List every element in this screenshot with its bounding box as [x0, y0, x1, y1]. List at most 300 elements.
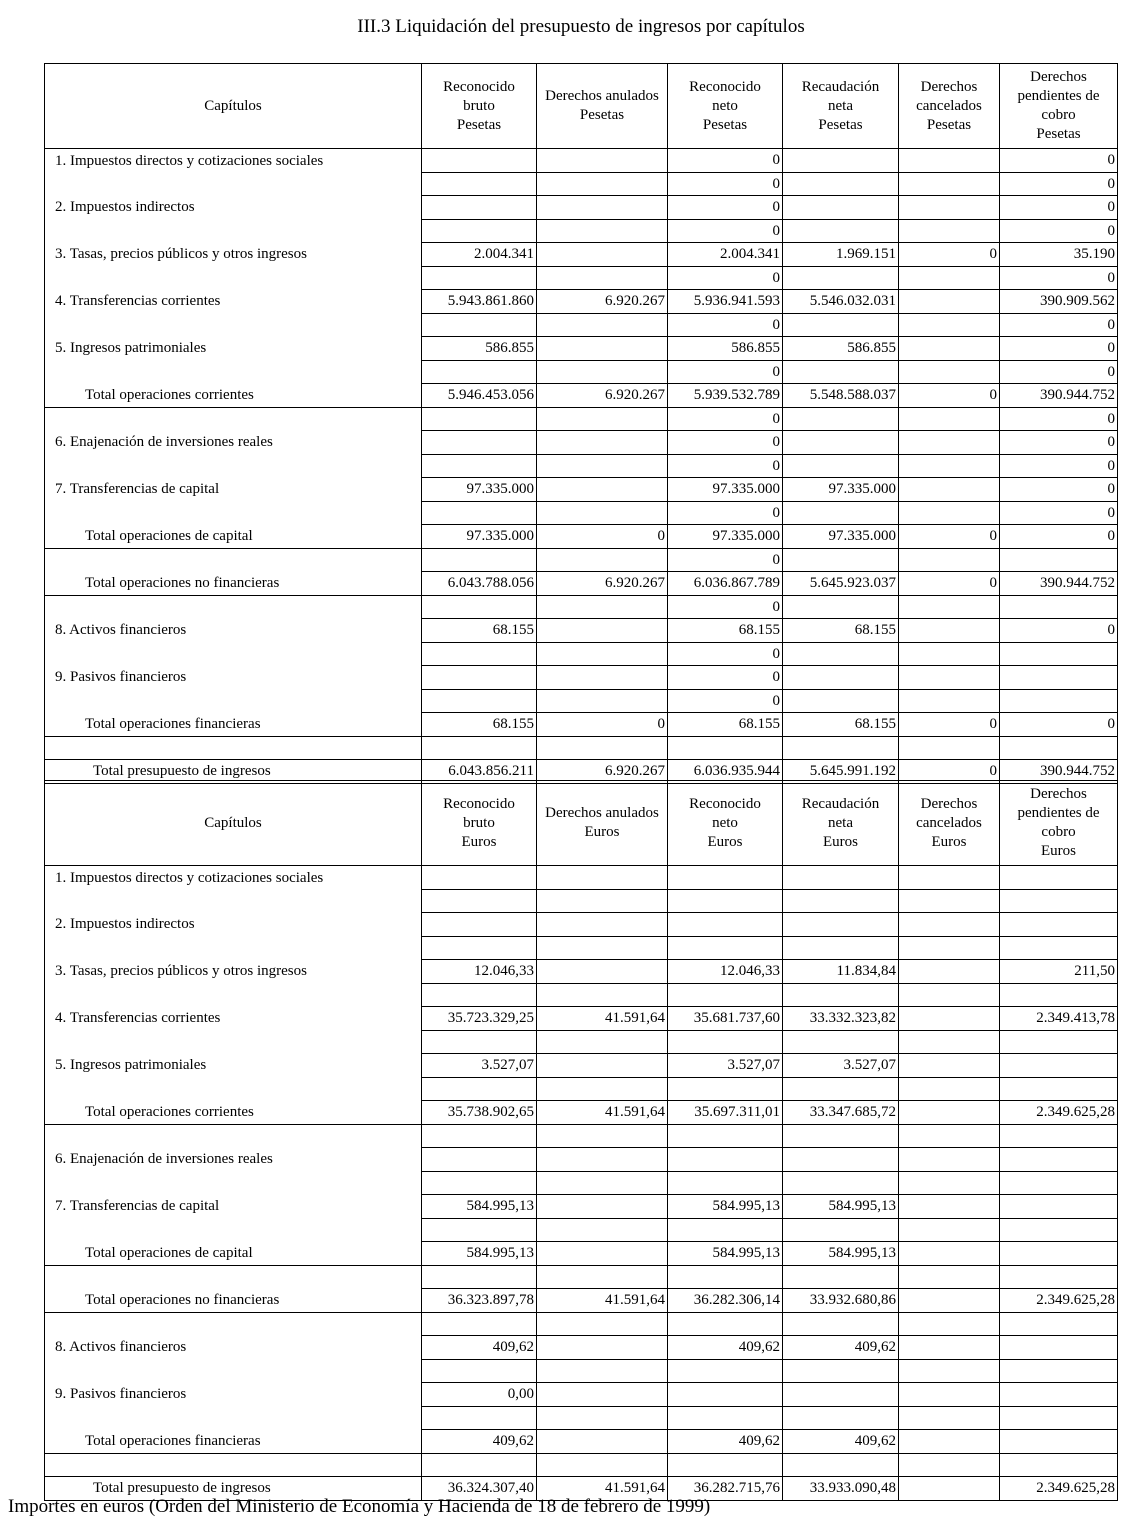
table-row	[45, 243, 1118, 267]
cell-value	[899, 1289, 1000, 1313]
cell-value	[537, 1030, 668, 1054]
cell-value	[422, 1359, 537, 1383]
cell-value: 2.349.625,28	[1000, 1289, 1118, 1313]
cell-value	[537, 1265, 668, 1289]
cell-value	[899, 337, 1000, 361]
cell-value: 0	[1000, 407, 1118, 431]
column-header: Derechos pendientes de cobro Euros	[1000, 781, 1118, 866]
cell-value	[899, 1007, 1000, 1031]
cell-value	[899, 1336, 1000, 1360]
cell-value	[783, 736, 899, 760]
table-row	[45, 1101, 1118, 1125]
row-label	[45, 1124, 422, 1148]
cell-value: 409,62	[783, 1336, 899, 1360]
table-row	[45, 889, 1118, 913]
row-label: 5. Ingresos patrimoniales	[45, 337, 422, 361]
table-row	[45, 1148, 1118, 1172]
cell-value	[783, 866, 899, 890]
cell-value	[1000, 1124, 1118, 1148]
table-row	[45, 960, 1118, 984]
column-header: Reconocido bruto Pesetas	[422, 64, 537, 149]
cell-value	[422, 1171, 537, 1195]
cell-value	[899, 1265, 1000, 1289]
cell-value	[668, 1359, 783, 1383]
cell-value: 390.909.562	[1000, 290, 1118, 314]
table-row	[45, 1430, 1118, 1454]
cell-value	[1000, 1383, 1118, 1407]
table-row	[45, 1124, 1118, 1148]
cell-value: 36.282.306,14	[668, 1289, 783, 1313]
row-label	[45, 1171, 422, 1195]
row-label	[45, 642, 422, 666]
cell-value: 211,50	[1000, 960, 1118, 984]
cell-value	[899, 889, 1000, 913]
cell-value	[899, 1054, 1000, 1078]
cell-value: 68.155	[783, 619, 899, 643]
cell-value: 0	[1000, 525, 1118, 549]
cell-value	[899, 960, 1000, 984]
table-row	[45, 1383, 1118, 1407]
cell-value	[537, 266, 668, 290]
cell-value: 68.155	[422, 713, 537, 737]
cell-value	[668, 1218, 783, 1242]
cell-value: 0	[668, 454, 783, 478]
row-label	[45, 689, 422, 713]
cell-value	[422, 196, 537, 220]
table-row	[45, 572, 1118, 596]
cell-value	[783, 936, 899, 960]
cell-value	[899, 1077, 1000, 1101]
cell-value: 41.591,64	[537, 1289, 668, 1313]
cell-value	[422, 1406, 537, 1430]
cell-value	[537, 1430, 668, 1454]
cell-value	[537, 478, 668, 502]
cell-value	[537, 172, 668, 196]
cell-value: 3.527,07	[422, 1054, 537, 1078]
cell-value	[537, 337, 668, 361]
table-row	[45, 713, 1118, 737]
row-label	[45, 407, 422, 431]
cell-value: 3.527,07	[783, 1054, 899, 1078]
cell-value	[537, 149, 668, 173]
cell-value: 0	[1000, 619, 1118, 643]
cell-value	[537, 196, 668, 220]
row-label: 8. Activos financieros	[45, 1336, 422, 1360]
cell-value: 35.681.737,60	[668, 1007, 783, 1031]
cell-value: 36.323.897,78	[422, 1289, 537, 1313]
cell-value	[783, 913, 899, 937]
cell-value	[899, 1406, 1000, 1430]
table-row	[45, 913, 1118, 937]
cell-value: 36.282.715,76	[668, 1477, 783, 1501]
cell-value: 12.046,33	[422, 960, 537, 984]
row-label: 9. Pasivos financieros	[45, 666, 422, 690]
row-label	[45, 936, 422, 960]
cell-value	[899, 1453, 1000, 1477]
cell-value: 36.324.307,40	[422, 1477, 537, 1501]
row-label: 1. Impuestos directos y cotizaciones sociales	[45, 149, 422, 173]
cell-value	[899, 196, 1000, 220]
row-label	[45, 1030, 422, 1054]
cell-value: 35.738.902,65	[422, 1101, 537, 1125]
cell-value	[1000, 983, 1118, 1007]
cell-value	[668, 913, 783, 937]
cell-value: 0	[668, 666, 783, 690]
cell-value: 2.349.413,78	[1000, 1007, 1118, 1031]
cell-value: 35.723.329,25	[422, 1007, 537, 1031]
row-label: 6. Enajenación de inversiones reales	[45, 1148, 422, 1172]
cell-value	[899, 866, 1000, 890]
cell-value: 6.920.267	[537, 572, 668, 596]
cell-value: 6.920.267	[537, 290, 668, 314]
table-row	[45, 1265, 1118, 1289]
cell-value: 0	[1000, 713, 1118, 737]
table-row	[45, 149, 1118, 173]
cell-value	[422, 1148, 537, 1172]
cell-value: 5.645.991.192	[783, 760, 899, 784]
cell-value	[422, 642, 537, 666]
cell-value: 584.995,13	[422, 1242, 537, 1266]
cell-value	[899, 619, 1000, 643]
cell-value: 584.995,13	[783, 1242, 899, 1266]
cell-value	[537, 913, 668, 937]
cell-value: 41.591,64	[537, 1101, 668, 1125]
table-row	[45, 501, 1118, 525]
table-row	[45, 1030, 1118, 1054]
cell-value: 586.855	[783, 337, 899, 361]
cell-value	[783, 219, 899, 243]
cell-value	[899, 454, 1000, 478]
cell-value: 6.036.867.789	[668, 572, 783, 596]
cell-value: 5.936.941.593	[668, 290, 783, 314]
cell-value	[422, 172, 537, 196]
cell-value: 0	[668, 219, 783, 243]
cell-value	[422, 666, 537, 690]
cell-value	[783, 149, 899, 173]
row-label	[45, 548, 422, 572]
cell-value: 584.995,13	[668, 1195, 783, 1219]
cell-value: 409,62	[668, 1336, 783, 1360]
cell-value: 5.645.923.037	[783, 572, 899, 596]
cell-value	[668, 1148, 783, 1172]
row-label: 3. Tasas, precios públicos y otros ingresos	[45, 243, 422, 267]
row-label: Total operaciones no financieras	[45, 1289, 422, 1313]
row-label: Total presupuesto de ingresos	[45, 1477, 422, 1501]
cell-value	[783, 889, 899, 913]
cell-value	[1000, 1242, 1118, 1266]
cell-value: 6.920.267	[537, 384, 668, 408]
cell-value	[783, 1148, 899, 1172]
cell-value	[899, 595, 1000, 619]
cell-value	[899, 219, 1000, 243]
cell-value: 6.043.788.056	[422, 572, 537, 596]
cell-value: 586.855	[422, 337, 537, 361]
cell-value	[899, 642, 1000, 666]
cell-value	[668, 889, 783, 913]
row-label: Total operaciones financieras	[45, 1430, 422, 1454]
cell-value: 5.546.032.031	[783, 290, 899, 314]
cell-value	[537, 1195, 668, 1219]
cell-value	[899, 1124, 1000, 1148]
cell-value: 68.155	[422, 619, 537, 643]
cell-value: 0	[668, 431, 783, 455]
table-row	[45, 619, 1118, 643]
cell-value	[899, 913, 1000, 937]
cell-value	[899, 1477, 1000, 1501]
cell-value: 584.995,13	[422, 1195, 537, 1219]
cell-value	[668, 736, 783, 760]
cell-value	[422, 983, 537, 1007]
cell-value: 35.697.311,01	[668, 1101, 783, 1125]
cell-value	[422, 913, 537, 937]
cell-value	[1000, 548, 1118, 572]
row-label: Total operaciones de capital	[45, 1242, 422, 1266]
cell-value	[537, 689, 668, 713]
table-row	[45, 983, 1118, 1007]
cell-value	[1000, 1406, 1118, 1430]
row-label	[45, 1312, 422, 1336]
table-row	[45, 1054, 1118, 1078]
row-label	[45, 172, 422, 196]
row-label: 7. Transferencias de capital	[45, 478, 422, 502]
row-label: 7. Transferencias de capital	[45, 1195, 422, 1219]
cell-value	[537, 243, 668, 267]
cell-value: 0	[899, 713, 1000, 737]
cell-value: 0	[1000, 337, 1118, 361]
cell-value	[422, 1077, 537, 1101]
cell-value	[783, 666, 899, 690]
budget-table-pesetas	[44, 63, 1118, 784]
column-header: Recaudación neta Euros	[783, 781, 899, 866]
cell-value	[899, 1101, 1000, 1125]
cell-value	[422, 313, 537, 337]
cell-value	[783, 431, 899, 455]
cell-value	[668, 1265, 783, 1289]
cell-value	[783, 689, 899, 713]
cell-value: 584.995,13	[668, 1242, 783, 1266]
table-header-row	[45, 64, 1118, 149]
cell-value	[899, 1242, 1000, 1266]
cell-value	[1000, 689, 1118, 713]
cell-value: 0	[668, 642, 783, 666]
row-label: Total operaciones corrientes	[45, 1101, 422, 1125]
cell-value	[422, 149, 537, 173]
column-header: Reconocido neto Pesetas	[668, 64, 783, 149]
cell-value	[422, 1218, 537, 1242]
row-label: 9. Pasivos financieros	[45, 1383, 422, 1407]
cell-value: 0	[899, 760, 1000, 784]
cell-value: 6.920.267	[537, 760, 668, 784]
row-label: 2. Impuestos indirectos	[45, 196, 422, 220]
table-row	[45, 1195, 1118, 1219]
cell-value	[783, 642, 899, 666]
cell-value	[899, 936, 1000, 960]
cell-value	[783, 1312, 899, 1336]
cell-value: 0	[668, 313, 783, 337]
cell-value	[422, 548, 537, 572]
cell-value: 97.335.000	[668, 478, 783, 502]
cell-value: 390.944.752	[1000, 760, 1118, 784]
table-row	[45, 454, 1118, 478]
cell-value	[537, 1312, 668, 1336]
cell-value: 41.591,64	[537, 1007, 668, 1031]
table-row	[45, 360, 1118, 384]
cell-value	[783, 172, 899, 196]
cell-value	[422, 454, 537, 478]
row-label	[45, 595, 422, 619]
cell-value: 11.834,84	[783, 960, 899, 984]
cell-value	[422, 1453, 537, 1477]
cell-value	[783, 266, 899, 290]
footnote: Importes en euros (Orden del Ministerio de Economía y Hacienda de 18 de febrero de 1999)	[8, 1496, 711, 1517]
cell-value	[899, 548, 1000, 572]
row-label: Total operaciones financieras	[45, 713, 422, 737]
row-label: 6. Enajenación de inversiones reales	[45, 431, 422, 455]
row-label	[45, 1406, 422, 1430]
cell-value: 97.335.000	[422, 525, 537, 549]
table-row	[45, 1218, 1118, 1242]
row-label: 5. Ingresos patrimoniales	[45, 1054, 422, 1078]
table-row	[45, 1359, 1118, 1383]
cell-value	[422, 501, 537, 525]
cell-value: 68.155	[668, 619, 783, 643]
cell-value	[668, 1030, 783, 1054]
cell-value: 0	[899, 572, 1000, 596]
cell-value: 2.004.341	[422, 243, 537, 267]
row-label: Total presupuesto de ingresos	[45, 760, 422, 784]
cell-value	[899, 689, 1000, 713]
cell-value	[537, 431, 668, 455]
cell-value: 68.155	[668, 713, 783, 737]
cell-value: 5.946.453.056	[422, 384, 537, 408]
row-label	[45, 219, 422, 243]
row-label: Total operaciones corrientes	[45, 384, 422, 408]
cell-value: 0	[1000, 313, 1118, 337]
cell-value	[422, 1265, 537, 1289]
cell-value	[899, 407, 1000, 431]
page-title: III.3 Liquidación del presupuesto de ingresos por capítulos	[357, 16, 805, 37]
cell-value	[1000, 936, 1118, 960]
cell-value: 0	[668, 595, 783, 619]
cell-value	[537, 1406, 668, 1430]
table-row	[45, 1289, 1118, 1313]
cell-value	[899, 1312, 1000, 1336]
cell-value	[537, 889, 668, 913]
row-label	[45, 983, 422, 1007]
cell-value	[783, 1124, 899, 1148]
row-label	[45, 266, 422, 290]
table-row	[45, 548, 1118, 572]
cell-value: 586.855	[668, 337, 783, 361]
cell-value: 2.349.625,28	[1000, 1477, 1118, 1501]
cell-value	[422, 360, 537, 384]
cell-value	[422, 1030, 537, 1054]
cell-value	[1000, 1171, 1118, 1195]
cell-value: 390.944.752	[1000, 572, 1118, 596]
cell-value	[537, 313, 668, 337]
cell-value	[537, 642, 668, 666]
cell-value	[537, 983, 668, 1007]
cell-value	[537, 219, 668, 243]
cell-value	[537, 407, 668, 431]
cell-value: 0	[537, 713, 668, 737]
cell-value	[422, 689, 537, 713]
table-row	[45, 595, 1118, 619]
cell-value: 0	[668, 360, 783, 384]
row-label	[45, 1359, 422, 1383]
cell-value	[899, 1030, 1000, 1054]
cell-value: 33.347.685,72	[783, 1101, 899, 1125]
cell-value	[899, 1430, 1000, 1454]
row-label	[45, 313, 422, 337]
cell-value	[1000, 1054, 1118, 1078]
table-row	[45, 1077, 1118, 1101]
cell-value: 0	[1000, 360, 1118, 384]
cell-value: 0	[537, 525, 668, 549]
row-label	[45, 501, 422, 525]
cell-value	[783, 1359, 899, 1383]
table-row	[45, 431, 1118, 455]
cell-value	[783, 454, 899, 478]
cell-value: 5.943.861.860	[422, 290, 537, 314]
row-label: Total operaciones de capital	[45, 525, 422, 549]
cell-value	[899, 149, 1000, 173]
table-row	[45, 689, 1118, 713]
cell-value	[1000, 1453, 1118, 1477]
cell-value	[1000, 1430, 1118, 1454]
table-row	[45, 1171, 1118, 1195]
cell-value	[668, 1077, 783, 1101]
cell-value	[783, 1453, 899, 1477]
cell-value	[899, 1148, 1000, 1172]
column-header: Derechos cancelados Euros	[899, 781, 1000, 866]
cell-value	[537, 1218, 668, 1242]
table-header-row	[45, 781, 1118, 866]
cell-value	[422, 1124, 537, 1148]
row-label: 4. Transferencias corrientes	[45, 1007, 422, 1031]
cell-value	[422, 219, 537, 243]
cell-value	[537, 1453, 668, 1477]
cell-value	[1000, 642, 1118, 666]
cell-value	[899, 501, 1000, 525]
cell-value: 33.932.680,86	[783, 1289, 899, 1313]
column-header: Derechos pendientes de cobro Pesetas	[1000, 64, 1118, 149]
cell-value: 0	[899, 243, 1000, 267]
table-row	[45, 1312, 1118, 1336]
cell-value	[1000, 913, 1118, 937]
cell-value: 6.043.856.211	[422, 760, 537, 784]
cell-value	[899, 266, 1000, 290]
cell-value	[668, 936, 783, 960]
cell-value: 2.349.625,28	[1000, 1101, 1118, 1125]
cell-value	[899, 431, 1000, 455]
cell-value	[783, 548, 899, 572]
cell-value	[422, 866, 537, 890]
cell-value	[1000, 595, 1118, 619]
table-row	[45, 736, 1118, 760]
column-header-capitulos: Capítulos	[45, 781, 422, 866]
cell-value	[1000, 1218, 1118, 1242]
table-row	[45, 313, 1118, 337]
cell-value	[899, 1359, 1000, 1383]
cell-value	[537, 595, 668, 619]
cell-value	[783, 196, 899, 220]
cell-value	[1000, 1312, 1118, 1336]
table-row	[45, 478, 1118, 502]
cell-value	[783, 360, 899, 384]
column-header: Derechos cancelados Pesetas	[899, 64, 1000, 149]
cell-value: 35.190	[1000, 243, 1118, 267]
